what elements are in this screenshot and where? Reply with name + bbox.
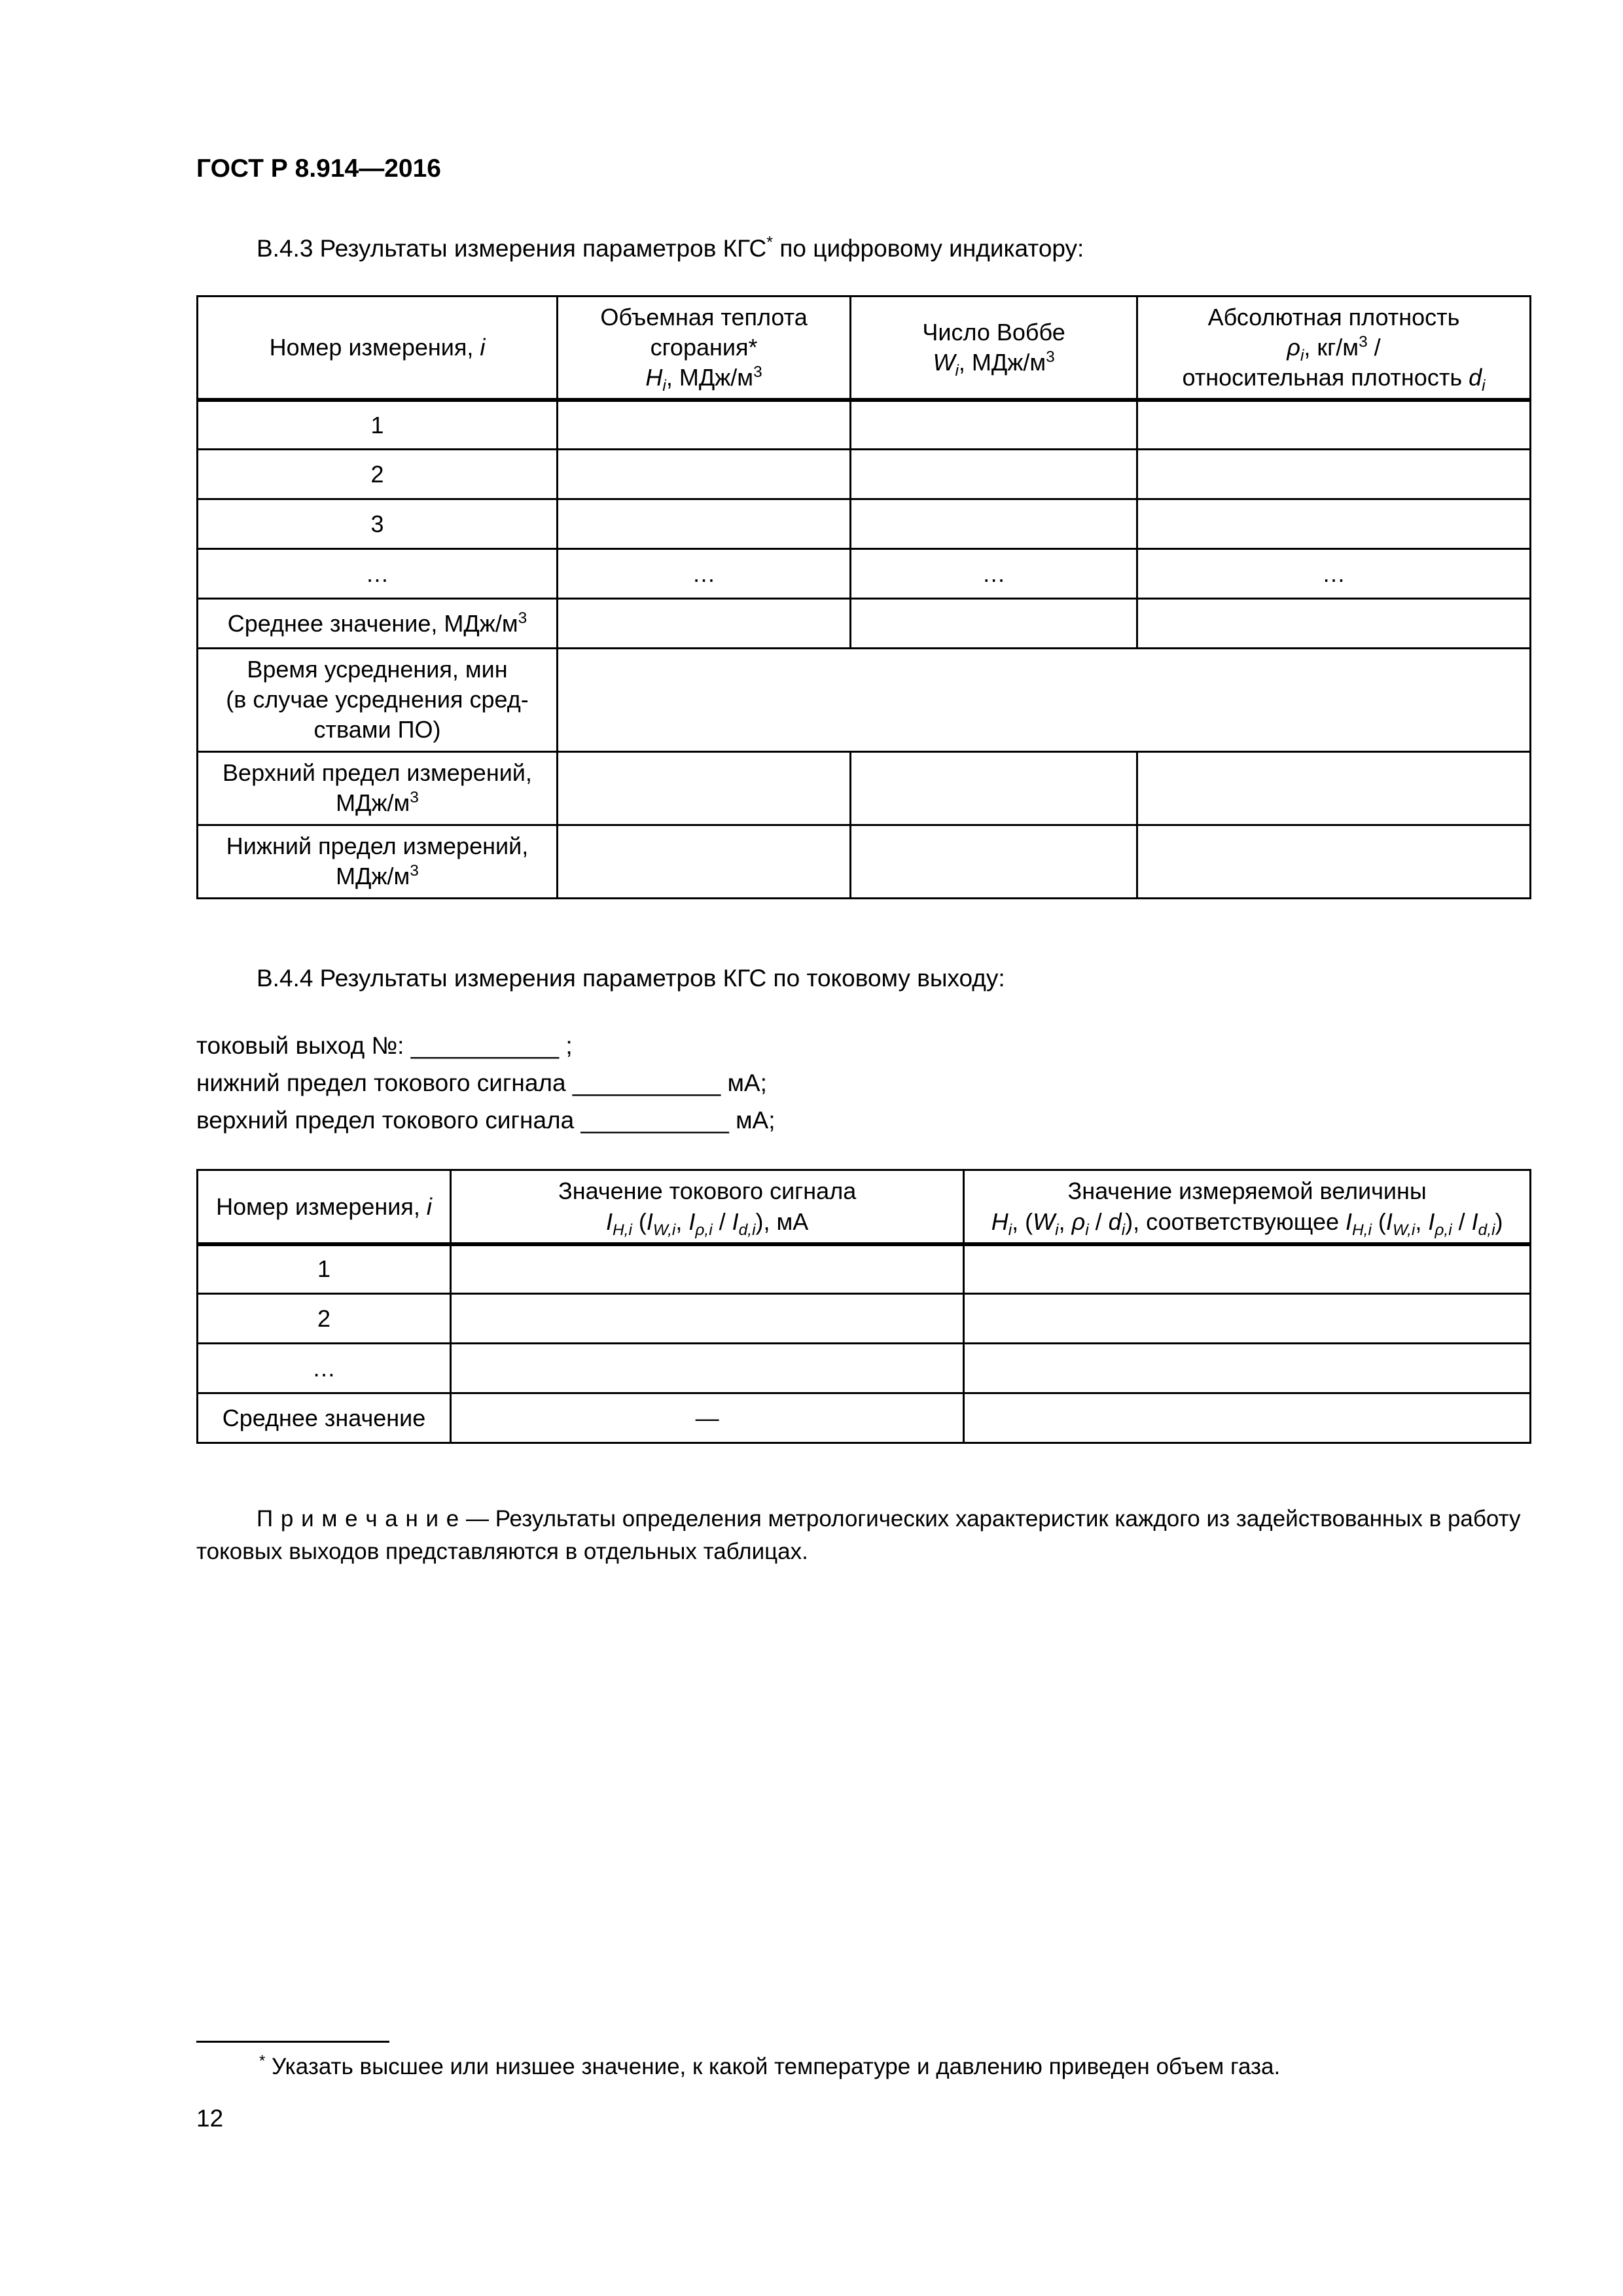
table1-header-row [198, 296, 1531, 400]
table-row [198, 1393, 1531, 1443]
table1-header-wobbe-number: Число Воббе $W_i$, МДж/$м^3$ [851, 296, 1137, 400]
table2-header-measured-value: Значение измеряемой величины $H_i$, ($W_i$, $\rho_i / d_i$), соответствующее $I_{H,i}$ ($I_{W,i}$, $I_{\rho,i} / I_{d,i}$) [964, 1170, 1531, 1244]
table-cell [851, 499, 1137, 549]
table-cell [964, 1393, 1531, 1443]
table-cell [557, 450, 850, 499]
table-cell [451, 1244, 964, 1294]
table-cell [557, 825, 850, 898]
table-row [198, 599, 1531, 649]
table-current-output-results [196, 1169, 1531, 1444]
table-cell [851, 825, 1137, 898]
table-cell: … [557, 549, 850, 599]
table-cell [851, 751, 1137, 825]
table-cell [1137, 751, 1531, 825]
table-digital-indicator-results [196, 295, 1531, 899]
current-output-parameters [196, 1027, 1531, 1139]
table-cell: … [851, 549, 1137, 599]
row-label-cell: Среднее значение [198, 1393, 451, 1443]
table-cell [451, 1294, 964, 1344]
note-label: П р и м е ч а н и е [257, 1506, 460, 1532]
row-label-cell: … [198, 1344, 451, 1393]
table-row [198, 1294, 1531, 1344]
page-number: 12 [196, 2105, 224, 2132]
table2-header-current-signal: Значение токового сигнала $I_{H,i}$ ($I_{W,i}$, $I_{\rho,i} / I_{d,i}$), мА [451, 1170, 964, 1244]
running-header: ГОСТ Р 8.914—2016 [196, 154, 441, 183]
current-output-number-line: токовый выход №: ___________ ; [196, 1032, 573, 1060]
row-label-cell: 2 [198, 1294, 451, 1344]
table-row [198, 649, 1531, 751]
table1-header-density: Абсолютная плотность $\rho_i$, $кг/м^3$ / относительная плотность $d_i$ [1137, 296, 1531, 400]
row-label-cell: Нижний предел измерений, МДж/$м^3$ [198, 825, 558, 898]
table-cell [964, 1244, 1531, 1294]
table1-header-measure-number: Номер измерения, i [198, 296, 558, 400]
row-label-cell: 3 [198, 499, 558, 549]
footnote [196, 2052, 1531, 2082]
table-cell [557, 400, 850, 450]
table-row [198, 1244, 1531, 1294]
footnote-text: Указать высшее или низшее значение, к какой температуре и давлению приведен объем газа. [272, 2054, 1281, 2079]
footnote-marker: * [259, 2052, 266, 2070]
table-row [198, 751, 1531, 825]
table-cell [964, 1344, 1531, 1393]
table-cell [851, 599, 1137, 649]
table-cell-merged [557, 649, 1530, 751]
table-row [198, 450, 1531, 499]
footnote-area [196, 2041, 1531, 2082]
note-body: Результаты определения метрологических характеристик каждого из задействованных в работу токовых выходов представляются в отдельных таблицах. [196, 1506, 1521, 1564]
table-cell [964, 1294, 1531, 1344]
section-b44-heading: В.4.4 Результаты измерения параметров КГС по токовому выходу: [257, 964, 1005, 992]
table-row [198, 825, 1531, 898]
table-cell [1137, 499, 1531, 549]
table-cell [557, 751, 850, 825]
table-cell [851, 400, 1137, 450]
table-cell [451, 1344, 964, 1393]
table2-header-row [198, 1170, 1531, 1244]
note-dash: — [466, 1506, 489, 1532]
table-cell: … [1137, 549, 1531, 599]
table-row [198, 499, 1531, 549]
row-label-cell: 1 [198, 400, 558, 450]
table-cell [1137, 825, 1531, 898]
table-row [198, 549, 1531, 599]
table-cell [1137, 599, 1531, 649]
table1-header-heat-of-combustion: Объемная теплота сгорания* $H_i$, МДж/$м^3$ [557, 296, 850, 400]
row-label-cell: Верхний предел измерений, МДж/$м^3$ [198, 751, 558, 825]
row-label-cell: 1 [198, 1244, 451, 1294]
row-label-cell: … [198, 549, 558, 599]
row-label-cell: Время усреднения, мин (в случае усреднения сред- ствами ПО) [198, 649, 558, 751]
table-cell [1137, 450, 1531, 499]
table2-header-measure-number: Номер измерения, i [198, 1170, 451, 1244]
table-cell [557, 599, 850, 649]
current-output-upper-limit-line: верхний предел токового сигнала ___________ мА; [196, 1107, 776, 1134]
table-row [198, 1344, 1531, 1393]
footnote-separator [196, 2041, 389, 2043]
table-cell [851, 450, 1137, 499]
row-label-cell: Среднее значение, МДж/$м^3$ [198, 599, 558, 649]
table-cell [1137, 400, 1531, 450]
table-cell: — [451, 1393, 964, 1443]
note [196, 1503, 1531, 1568]
table-row [198, 400, 1531, 450]
section-b43-heading: В.4.3 Результаты измерения параметров КГС* по цифровому индикатору: [257, 233, 1084, 262]
row-label-cell: 2 [198, 450, 558, 499]
current-output-lower-limit-line: нижний предел токового сигнала ___________ мА; [196, 1069, 767, 1097]
table-cell [557, 499, 850, 549]
